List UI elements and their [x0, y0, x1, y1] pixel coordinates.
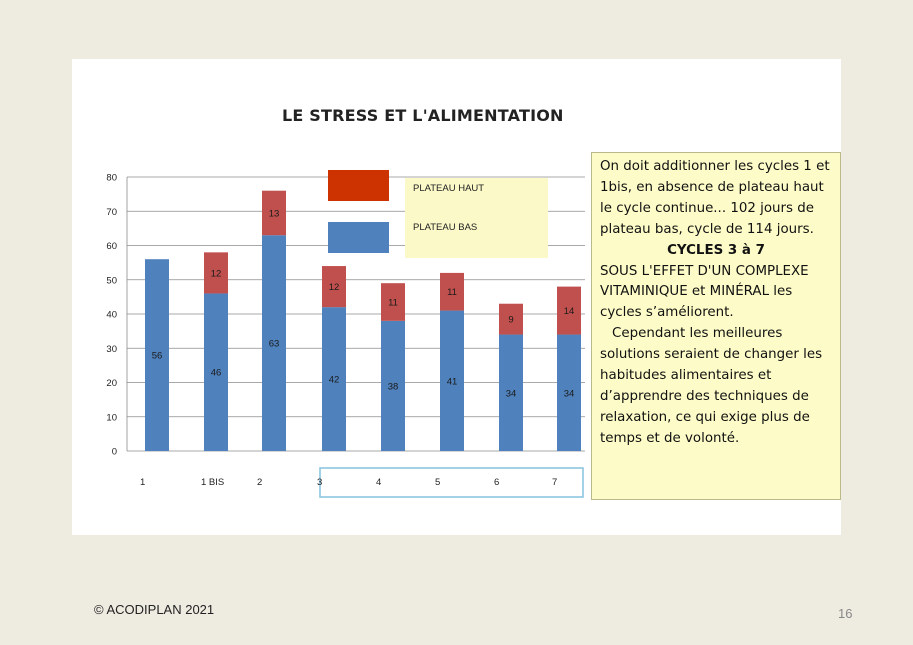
y-tick-label: 80 [106, 172, 117, 184]
y-tick-label: 20 [106, 378, 117, 389]
legend-label-plateau-haut: PLATEAU HAUT [413, 183, 485, 194]
note-box [591, 152, 841, 500]
x-tick-label: 7 [552, 477, 558, 488]
note-body: SOUS L'EFFET D'UN COMPLEXE VITAMINIQUE et MINÉRAL les cycles s’améliorent. [600, 263, 809, 321]
data-label-plateau-haut: 12 [328, 282, 340, 294]
data-label-plateau-haut: 12 [210, 268, 222, 280]
data-label-plateau-bas: 46 [210, 367, 222, 379]
data-label-plateau-bas: 34 [563, 388, 575, 400]
chart-title: LE STRESS ET L'ALIMENTATION [282, 106, 564, 125]
legend-swatch-plateau-bas [328, 222, 389, 253]
legend-label-plateau-bas: PLATEAU BAS [413, 222, 478, 233]
x-tick-label: 6 [494, 477, 500, 488]
data-label-plateau-bas: 41 [446, 376, 458, 388]
x-tick-label: 4 [376, 477, 382, 488]
data-label-plateau-haut: 11 [447, 287, 457, 299]
data-label-plateau-bas: 63 [268, 338, 280, 350]
note-heading: CYCLES 3 à 7 [667, 242, 765, 258]
y-tick-label: 30 [106, 343, 117, 355]
data-label-plateau-bas: 42 [328, 374, 340, 386]
y-tick-label: 10 [106, 412, 117, 424]
y-tick-label: 50 [106, 275, 117, 287]
data-label-plateau-haut: 9 [508, 314, 514, 326]
y-tick-label: 60 [106, 241, 117, 252]
data-label-plateau-haut: 13 [268, 208, 280, 220]
x-tick-label: 2 [257, 477, 263, 488]
y-tick-label: 70 [106, 206, 117, 218]
legend-swatch-plateau-haut [328, 170, 389, 201]
highlight-frame [320, 468, 583, 497]
y-tick-label: 0 [111, 446, 117, 458]
data-label-plateau-bas: 56 [151, 350, 163, 362]
x-tick-label: 1 BIS [201, 477, 225, 488]
footer-copyright: © ACODIPLAN 2021 [94, 602, 215, 617]
x-tick-label: 5 [435, 477, 441, 488]
note-conclusion: Cependant les meilleures solutions seraient de changer les habitudes alimentaires et d’apprendre des techniques de relaxation, ce qui exige plus de temps et de volonté. [600, 326, 823, 446]
page-number: 16 [838, 606, 853, 621]
x-tick-label: 1 [140, 477, 146, 488]
y-tick-label: 40 [106, 309, 117, 321]
data-label-plateau-bas: 38 [387, 381, 399, 393]
note-intro: On doit additionner les cycles 1 et 1bis, en absence de plateau haut le cycle continue... 102 jours de plateau bas, cycle de 114 jours. [600, 159, 830, 237]
data-label-plateau-haut: 11 [388, 297, 398, 309]
data-label-plateau-bas: 34 [505, 388, 517, 400]
x-tick-label: 3 [317, 477, 323, 488]
data-label-plateau-haut: 14 [563, 306, 575, 318]
